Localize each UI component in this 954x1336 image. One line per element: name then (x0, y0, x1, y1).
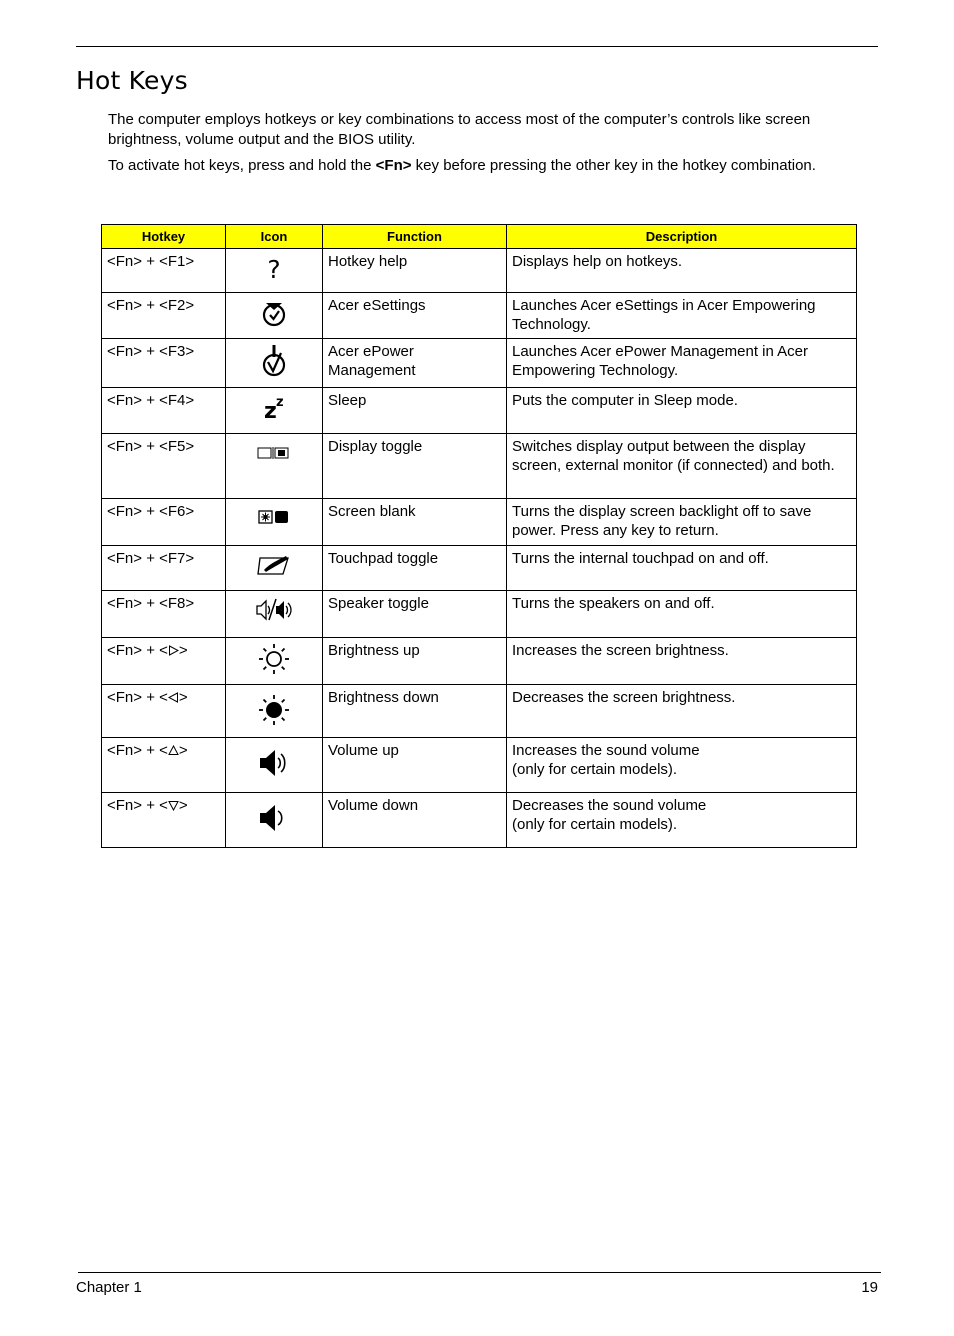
footer-chapter: Chapter 1 (76, 1279, 142, 1296)
intro-text (108, 110, 868, 182)
description-cell: Turns the speakers on and off. (507, 591, 857, 638)
description-cell: Turns the internal touchpad on and off. (507, 546, 857, 591)
touchpad-icon (256, 565, 292, 582)
table-row (102, 499, 857, 546)
hotkey-cell: <Fn> + <F2> (102, 293, 226, 339)
function-cell: Sleep (323, 388, 507, 434)
footer-page-number: 19 (861, 1279, 878, 1296)
table-row (102, 738, 857, 793)
hotkey-cell: <Fn> + <F6> (102, 499, 226, 546)
table-row (102, 793, 857, 848)
hotkey-cell: <Fn> + < > (102, 685, 226, 738)
right-arrow-icon (168, 645, 179, 656)
description-cell: Launches Acer eSettings in Acer Empowering Technology. (507, 293, 857, 339)
brightness-up-icon (257, 663, 291, 680)
function-cell: Display toggle (323, 434, 507, 499)
table-row (102, 638, 857, 685)
esettings-icon (259, 316, 289, 333)
description-cell: Increases the screen brightness. (507, 638, 857, 685)
bottom-rule (78, 1272, 881, 1273)
function-cell: Brightness down (323, 685, 507, 738)
sleep-icon (259, 395, 289, 426)
function-cell: Volume down (323, 793, 507, 848)
help-icon (259, 255, 289, 287)
table-row (102, 293, 857, 339)
left-arrow-icon (168, 692, 179, 703)
table-row (102, 685, 857, 738)
function-cell: Speaker toggle (323, 591, 507, 638)
description-cell: Puts the computer in Sleep mode. (507, 388, 857, 434)
up-arrow-icon (168, 745, 179, 756)
brightness-down-icon (257, 714, 291, 731)
function-cell: Acer eSettings (323, 293, 507, 339)
volume-down-icon (257, 822, 291, 839)
table-row (102, 388, 857, 434)
display-toggle-icon (256, 455, 292, 472)
function-cell: Touchpad toggle (323, 546, 507, 591)
speaker-toggle-icon (255, 612, 293, 629)
top-rule (76, 46, 878, 47)
header-icon: Icon (226, 225, 323, 249)
description-cell: Switches display output between the display screen, external monitor (if connected) and both. (507, 434, 857, 499)
function-cell: Volume up (323, 738, 507, 793)
activation-text-after: key before pressing the other key in the hotkey combination. (411, 157, 816, 174)
function-cell: Brightness up (323, 638, 507, 685)
hotkey-cell: <Fn> + <F8> (102, 591, 226, 638)
svg-text:?: ? (267, 255, 281, 283)
hotkey-cell: <Fn> + < > (102, 638, 226, 685)
svg-text:z: z (264, 399, 277, 422)
description-cell: Turns the display screen backlight off to save power. Press any key to return. (507, 499, 857, 546)
activation-text-before: To activate hot keys, press and hold the (108, 157, 376, 174)
header-function: Function (323, 225, 507, 249)
table-row (102, 434, 857, 499)
header-hotkey: Hotkey (102, 225, 226, 249)
hotkey-cell: <Fn> + <F5> (102, 434, 226, 499)
table-row (102, 546, 857, 591)
description-cell: Increases the sound volume (only for certain models). (507, 738, 857, 793)
function-cell: Screen blank (323, 499, 507, 546)
hotkey-cell: <Fn> + <F3> (102, 339, 226, 388)
function-cell: Acer ePower Management (323, 339, 507, 388)
description-cell: Decreases the screen brightness. (507, 685, 857, 738)
epower-icon (259, 366, 289, 383)
header-description: Description (507, 225, 857, 249)
table-row (102, 339, 857, 388)
hotkeys-table (101, 224, 857, 848)
fn-key-label: <Fn> (375, 157, 412, 174)
hotkey-cell: <Fn> + <F4> (102, 388, 226, 434)
volume-up-icon (257, 767, 291, 784)
screen-blank-icon (256, 518, 292, 535)
table-row (102, 591, 857, 638)
table-row (102, 249, 857, 293)
hotkey-cell: <Fn> + <F1> (102, 249, 226, 293)
table-header-row (102, 225, 857, 249)
function-cell: Hotkey help (323, 249, 507, 293)
description-cell: Launches Acer ePower Management in Acer Empowering Technology. (507, 339, 857, 388)
hotkey-cell: <Fn> + <F7> (102, 546, 226, 591)
intro-paragraph: The computer employs hotkeys or key combinations to access most of the computer’s controls like screen brightness, volume output and the BIOS utility. (108, 111, 811, 148)
page-title: Hot Keys (76, 66, 188, 95)
description-cell: Decreases the sound volume (only for certain models). (507, 793, 857, 848)
description-cell: Displays help on hotkeys. (507, 249, 857, 293)
hotkey-cell: <Fn> + < > (102, 793, 226, 848)
hotkey-cell: <Fn> + < > (102, 738, 226, 793)
down-arrow-icon (168, 800, 179, 811)
svg-text:z: z (276, 395, 284, 410)
activation-paragraph (108, 156, 868, 176)
